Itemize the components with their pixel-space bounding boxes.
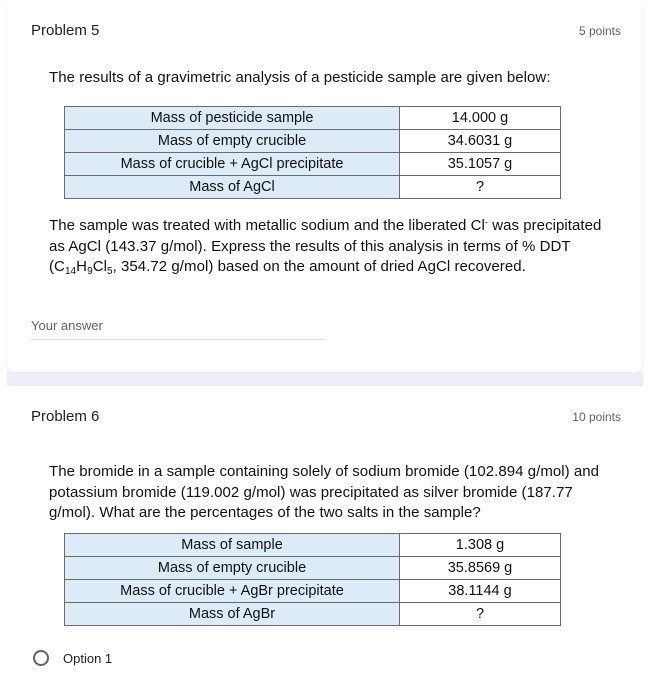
problem-5-points: 5 points — [578, 24, 621, 38]
table-cell-value: 34.6031 g — [400, 130, 561, 153]
table-cell-label: Mass of crucible + AgBr precipitate — [65, 580, 400, 603]
table-cell-value: 35.8569 g — [400, 557, 561, 580]
your-answer-input[interactable]: Your answer — [31, 318, 103, 333]
table-cell-label: Mass of crucible + AgCl precipitate — [65, 153, 400, 176]
problem-5-title: Problem 5 — [31, 22, 100, 39]
body-text: The sample was treated with metallic sodium and the liberated Cl — [49, 217, 485, 234]
option-1-label[interactable]: Option 1 — [63, 651, 113, 666]
problem-6-points: 10 points — [572, 410, 621, 424]
table-cell-value: 14.000 g — [400, 107, 561, 130]
table-cell-value: 35.1057 g — [400, 153, 561, 176]
table-cell-value: ? — [400, 603, 561, 626]
table-cell-label: Mass of AgBr — [65, 603, 400, 626]
table-cell-label: Mass of empty crucible — [65, 557, 400, 580]
problem-5-card — [7, 0, 643, 372]
table-cell-label: Mass of AgCl — [65, 176, 400, 199]
body-text: H — [76, 258, 88, 275]
problem-6-intro: The bromide in a sample containing solely of sodium bromide (102.894 g/mol) and potassium bromide (119.002 g/mol) was precipitated as silver bromide (187.77 g/mol). What are the percentages of the two salts in the sample? — [49, 463, 600, 521]
table-row — [65, 153, 561, 176]
table-cell-value: 1.308 g — [400, 534, 561, 557]
card-separator — [7, 372, 643, 386]
body-text: was precipitated as AgCl (143.37 g/mol). Express the results of this analysis in terms of % DDT (C — [49, 217, 602, 275]
body-text: , 354.72 g/mol) based on the amount of dried AgCl recovered. — [112, 258, 526, 275]
table-cell-label: Mass of pesticide sample — [65, 107, 400, 130]
answer-underline — [31, 339, 326, 340]
table-cell-value: 38.1144 g — [400, 580, 561, 603]
table-cell-value: ? — [400, 176, 561, 199]
table-cell-label: Mass of empty crucible — [65, 130, 400, 153]
subscript: 14 — [64, 266, 77, 277]
problem-6-title: Problem 6 — [31, 408, 100, 425]
problem-6-card — [7, 386, 643, 676]
table-row — [65, 130, 561, 153]
problem-5-table — [64, 106, 561, 199]
problem-5-intro: The results of a gravimetric analysis of a pesticide sample are given below: — [49, 69, 551, 86]
table-row — [65, 580, 561, 603]
table-row — [65, 557, 561, 580]
table-row — [65, 603, 561, 626]
problem-6-table — [64, 533, 561, 626]
subscript: 5 — [106, 266, 113, 277]
table-cell-label: Mass of sample — [65, 534, 400, 557]
problem-5-body — [49, 216, 609, 278]
table-row — [65, 534, 561, 557]
table-row — [65, 107, 561, 130]
subscript: 9 — [87, 266, 93, 277]
table-row — [65, 176, 561, 199]
body-text: Cl — [92, 258, 107, 275]
superscript: - — [484, 217, 488, 227]
